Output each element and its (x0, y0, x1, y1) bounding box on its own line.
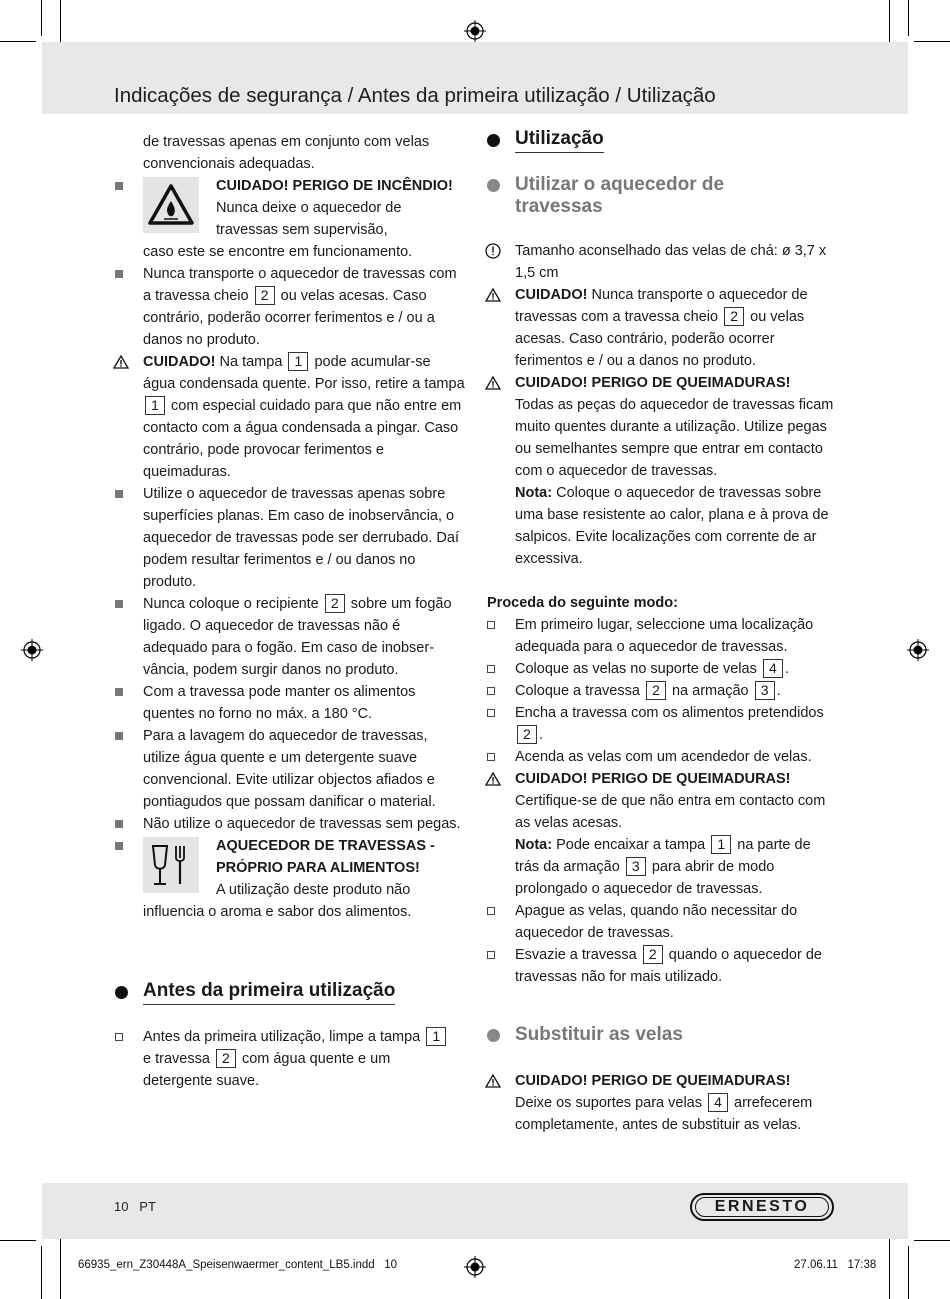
crop-mark (889, 0, 890, 46)
part-number: 1 (711, 835, 731, 854)
food-safe-continuation: influencia o aroma e sabor dos alimentos. (143, 904, 412, 920)
registration-mark-icon (464, 20, 486, 42)
crop-mark (0, 41, 36, 42)
replace-candles-block (487, 1070, 837, 1136)
food-safe-icon (143, 837, 199, 893)
crop-mark (41, 1246, 42, 1299)
procedure-heading: Proceda do seguinte modo: (487, 595, 678, 611)
part-number: 2 (325, 594, 345, 613)
part-number: 2 (646, 681, 666, 700)
part-number: 2 (255, 286, 275, 305)
checkbox-icon (115, 1033, 123, 1041)
crop-mark (889, 1236, 890, 1299)
bullet-icon (115, 820, 123, 828)
warning-triangle-icon (485, 376, 501, 390)
part-number: 1 (145, 396, 165, 415)
part-number: 3 (626, 857, 646, 876)
brand-logo: ERNESTO (690, 1193, 834, 1221)
caution-block: CUIDADO! PERIGO DE QUEIMADURAS! Deixe os suportes para velas 4 arrefecerem completamente, antes de substituir as velas. (487, 1070, 837, 1136)
first-use-block (115, 1026, 455, 1092)
list-item: Nunca coloque o recipiente 2 sobre um fogão ligado. O aquecedor de travessas não é adequado para o fogão. Em caso de inobservância, podem surgir danos no produto. (115, 593, 465, 681)
list-item: Para a lavagem do aquecedor de travessas, utilize água quente e um detergente suave convencional. Evite utilizar objectos afiados e pontiagudos que possam danificar o material. (115, 725, 465, 813)
checkbox-icon (487, 951, 495, 959)
fire-warning: CUIDADO! PERIGO DE INCÊNDIO! Nunca deixe o aquecedor de travessas sem supervisão, (115, 175, 465, 241)
warning-triangle-icon (485, 772, 501, 786)
food-safe-notice: AQUECEDOR DE TRAVESSAS - PRÓPRIO PARA ALIMENTOS! A utilização deste produto não (115, 835, 465, 901)
crop-mark (908, 1246, 909, 1299)
list-item: Não utilize o aquecedor de travessas sem pegas. (115, 813, 465, 835)
crop-mark (0, 1240, 36, 1241)
checkbox-icon (487, 687, 495, 695)
checkbox-icon (487, 907, 495, 915)
intro-paragraph: de travessas apenas em conjunto com velas convencionais adequadas. (143, 134, 430, 172)
part-number: 2 (517, 725, 537, 744)
bullet-icon (115, 842, 123, 850)
step-item: Antes da primeira utilização, limpe a tampa 1 e travessa 2 com água quente e um detergente suave. (115, 1026, 455, 1092)
part-number: 2 (643, 945, 663, 964)
crop-mark (41, 0, 42, 36)
exclamation-circle-icon (485, 243, 501, 259)
section-heading-usage: Utilização (487, 128, 604, 153)
bullet-dot-icon (487, 179, 500, 192)
registration-mark-icon (21, 639, 43, 661)
step-item: Coloque as velas no suporte de velas 4 . (487, 658, 837, 680)
checkbox-icon (487, 621, 495, 629)
bullet-dot-icon (487, 134, 500, 147)
fire-warning-continuation: caso este se encontre em funcionamento. (143, 244, 413, 260)
list-item: Com a travessa pode manter os alimentos quentes no forno no máx. a 180 °C. (115, 681, 465, 725)
bullet-dot-icon (115, 986, 128, 999)
bullet-icon (115, 182, 123, 190)
part-number: 4 (708, 1093, 728, 1112)
crop-mark (914, 41, 950, 42)
warning-triangle-icon (113, 355, 129, 369)
crop-mark (60, 1236, 61, 1299)
part-number: 1 (426, 1027, 446, 1046)
registration-mark-icon (464, 1256, 486, 1278)
step-item: Acenda as velas com um acendedor de velas. (487, 746, 837, 768)
warning-triangle-icon (485, 1074, 501, 1088)
crop-mark (908, 0, 909, 36)
right-column (487, 240, 837, 988)
part-number: 2 (724, 307, 744, 326)
section-heading-first-use: Antes da primeira utilização (115, 980, 395, 1005)
caution-block: CUIDADO! PERIGO DE QUEIMADURAS! Certifique-se de que não entra em contacto com as velas acesas. Nota: Pode encaixar a tampa 1 na parte de trás da armação 3 para abrir de modo prolongado o aquecedor de travessas. (487, 768, 837, 900)
checkbox-icon (487, 753, 495, 761)
checkbox-icon (487, 709, 495, 717)
part-number: 2 (216, 1049, 236, 1068)
print-date: 27.06.11 17:38 (794, 1259, 877, 1271)
step-item: Em primeiro lugar, seleccione uma localização adequada para o aquecedor de travessas. (487, 614, 837, 658)
notice-block: Tamanho aconselhado das velas de chá: ø 3,7 x 1,5 cm (487, 240, 837, 284)
step-item: Coloque a travessa 2 na armação 3 . (487, 680, 837, 702)
registration-mark-icon (907, 639, 929, 661)
bullet-icon (115, 490, 123, 498)
subheading-replace-candles: Substituir as velas (487, 1024, 683, 1046)
caution-block: CUIDADO! Na tampa 1 pode acumular-se água condensada quente. Por isso, retire a tampa 1 com especial cuidado para que não entre em contacto com a água condensada a pingar. Caso contrário, pode provocar ferimentos e queimaduras. (115, 351, 465, 483)
caution-block: CUIDADO! Nunca transporte o aquecedor de travessas com a travessa cheio 2 ou velas acesas. Caso contrário, poderão ocorrer ferimentos e / ou a danos no produto. (487, 284, 837, 372)
step-item: Esvazie a travessa 2 quando o aquecedor de travessas não for mais utilizado. (487, 944, 837, 988)
crop-mark (60, 0, 61, 46)
caution-block: CUIDADO! PERIGO DE QUEIMADURAS! Todas as peças do aquecedor de travessas ficam muito quentes durante a utilização. Utilize pegas ou semelhantes sempre que entrar em contacto com o aquecedor de travessas. Nota: Coloque o aquecedor de travessas sobre uma base resistente ao calor, plana e à prova de salpicos. Evite localizações com corrente de ar excessiva. (487, 372, 837, 570)
page-number: 10 PT (114, 1199, 156, 1214)
print-slug: 66935_ern_Z30448A_Speisenwaermer_content_LB5.indd 10 (78, 1259, 398, 1271)
part-number: 4 (763, 659, 783, 678)
bullet-icon (115, 688, 123, 696)
list-item: Utilize o aquecedor de travessas apenas sobre superfícies planas. Em caso de inobservância, o aquecedor de travessas pode ser derrubado. Daí podem resultar ferimentos e / ou danos no produto. (115, 483, 465, 593)
part-number: 1 (288, 352, 308, 371)
crop-mark (914, 1240, 950, 1241)
left-column (115, 131, 465, 923)
bullet-dot-icon (487, 1029, 500, 1042)
step-item: Encha a travessa com os alimentos pretendidos 2 . (487, 702, 837, 746)
bullet-icon (115, 270, 123, 278)
list-item: Nunca transporte o aquecedor de travessas com a travessa cheio 2 ou velas acesas. Caso contrário, poderão ocorrer ferimentos e / ou a danos no produto. (115, 263, 465, 351)
step-item: Apague as velas, quando não necessitar do aquecedor de travessas. (487, 900, 837, 944)
fire-hazard-icon (143, 177, 199, 233)
part-number: 3 (755, 681, 775, 700)
bullet-icon (115, 600, 123, 608)
warning-triangle-icon (485, 288, 501, 302)
subheading-use-heater: Utilizar o aquecedor de travessas (487, 174, 745, 218)
bullet-icon (115, 732, 123, 740)
checkbox-icon (487, 665, 495, 673)
page-title: Indicações de segurança / Antes da primeira utilização / Utilização (114, 84, 716, 107)
